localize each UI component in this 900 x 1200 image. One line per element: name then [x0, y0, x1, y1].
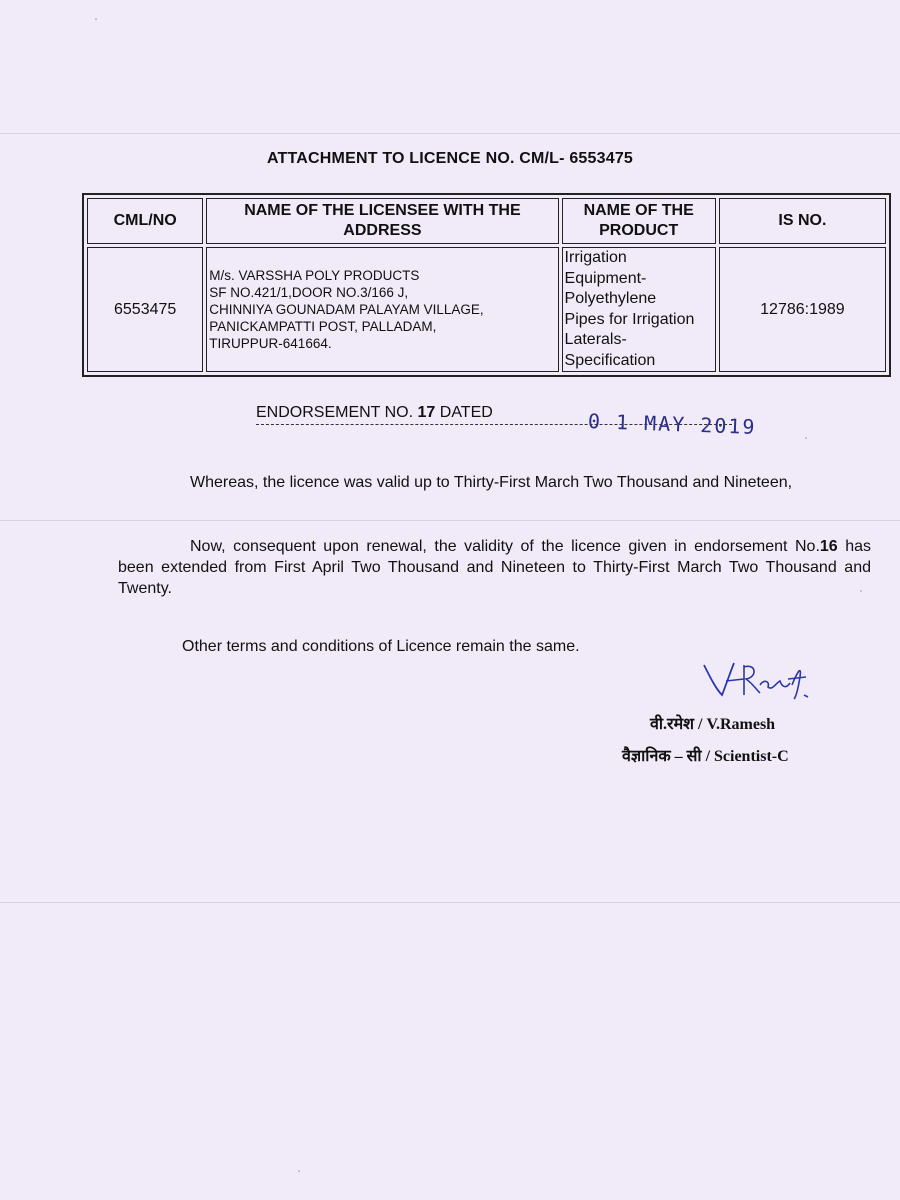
cell-licensee-address — [206, 247, 558, 372]
endorsement-line — [256, 404, 493, 422]
product-line: Polyethylene — [564, 290, 657, 307]
endorsement-number: 17 — [417, 404, 436, 421]
signatory-name: वी.रमेश / V.Ramesh — [650, 716, 776, 733]
paper-speck — [95, 18, 97, 20]
renewal-text-start: Now, consequent upon renewal, the validity of the licence given in endorsement No. — [190, 538, 820, 555]
paragraph-renewal — [118, 536, 871, 599]
endorsement-prefix: ENDORSEMENT NO. — [256, 404, 414, 421]
paper-speck — [805, 437, 807, 439]
paragraph-validity: Whereas, the licence was valid up to Thirty-First March Two Thousand and Nineteen, — [190, 474, 793, 491]
signatory-designation: वैज्ञानिक – सी / Scientist-C — [622, 748, 789, 765]
document-title: ATTACHMENT TO LICENCE NO. CM/L- 6553475 — [266, 150, 634, 167]
header-is-no: IS NO. — [719, 198, 886, 244]
renewal-endorsement-number: 16 — [819, 538, 838, 555]
product-line: Specification — [564, 351, 656, 369]
header-cml-no: CML/NO — [87, 198, 203, 244]
paper-speck — [298, 1170, 300, 1172]
address-line: M/s. VARSSHA POLY PRODUCTS — [209, 268, 420, 283]
product-line: Pipes for Irrigation — [564, 310, 695, 328]
endorsement-suffix: DATED — [439, 404, 493, 421]
product-line: Laterals- — [564, 331, 627, 348]
paragraph-other-terms: Other terms and conditions of Licence remain the same. — [182, 638, 580, 655]
cell-cml-no: 6553475 — [87, 247, 203, 372]
product-line: Equipment- — [564, 269, 647, 287]
table-row — [87, 247, 886, 372]
handwritten-signature — [700, 655, 815, 700]
product-line: Irrigation — [564, 249, 627, 266]
paper-fold-line — [0, 520, 900, 521]
table-header-row — [87, 198, 886, 244]
paper-fold-line — [0, 133, 900, 134]
licence-table — [82, 193, 891, 377]
paper-fold-line — [0, 902, 900, 903]
cell-product — [562, 247, 716, 372]
date-stamp: 0 1 MAY 2019 — [587, 409, 757, 439]
address-line: PANICKAMPATTI POST, PALLADAM, — [209, 319, 437, 334]
address-line: TIRUPPUR-641664. — [209, 336, 332, 351]
cell-is-no: 12786:1989 — [719, 247, 886, 372]
address-line: SF NO.421/1,DOOR NO.3/166 J, — [209, 285, 409, 300]
address-line: CHINNIYA GOUNADAM PALAYAM VILLAGE, — [209, 302, 484, 317]
header-product: NAME OF THE PRODUCT — [562, 198, 716, 244]
renewal-text-end: has been extended from First April Two Thousand and Nineteen to Thirty-First March Two Thousand and Twenty. — [118, 538, 871, 597]
header-licensee: NAME OF THE LICENSEE WITH THE ADDRESS — [206, 198, 558, 244]
